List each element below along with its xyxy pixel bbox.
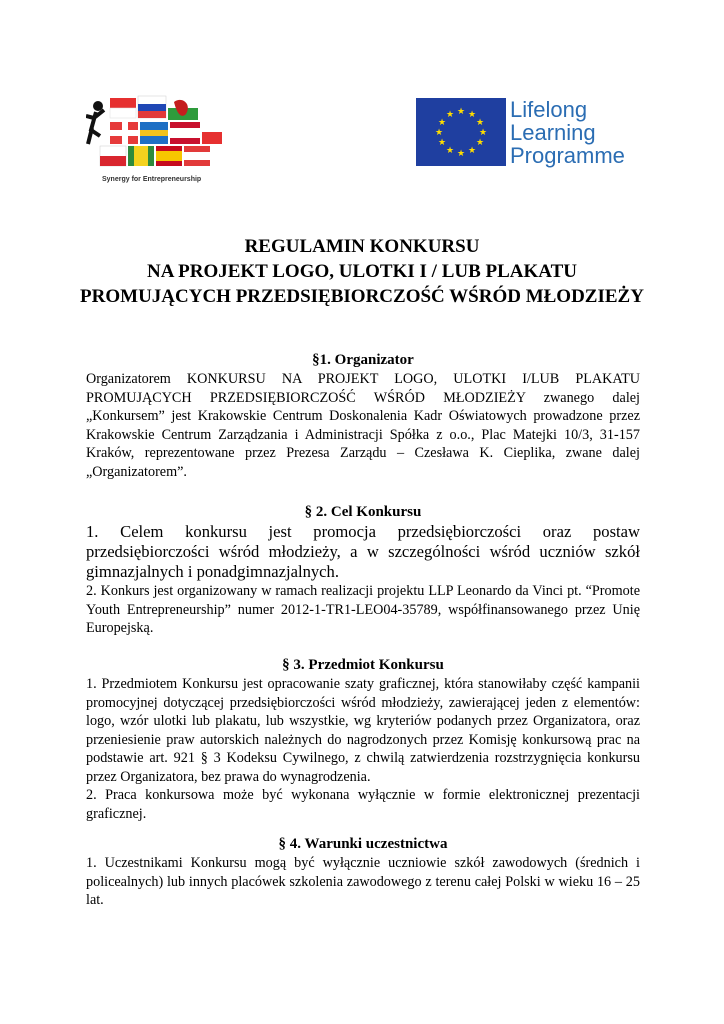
section-text: Organizatorem KONKURSU NA PROJEKT LOGO, ULOTKI I/LUB PLAKATU PROMUJĄCYCH PRZEDSIĘBIORCZOŚĆ WŚRÓD MŁODZIEŻY zwanego dalej „Konkursem” jest Krakowskie Centrum Doskonalenia Kadr Oświatowych prowadzone przez Krakowskie Centrum Zarządzania i Administracji Spółka z o.o., Plac Matejki 10/3, 31-157 Kraków, reprezentowane przez Prezesa Zarządu – Czesława K. Cieplika, zwane dalej „Organizatorem”. xyxy=(86,371,640,480)
llp-line-1: Lifelong xyxy=(510,97,588,122)
svg-text:★: ★ xyxy=(437,138,447,148)
svg-text:★: ★ xyxy=(456,107,466,117)
paragraph-2: 2. Praca konkursowa może być wykonana wyłącznie w formie elektronicznej prezentacji graficznej. xyxy=(86,787,640,822)
title-line-3: PROMUJĄCYCH PRZEDSIĘBIORCZOŚĆ WŚRÓD MŁODZIEŻY xyxy=(80,286,644,307)
svg-text:★: ★ xyxy=(445,146,455,156)
synergy-logo xyxy=(86,92,236,192)
svg-text:★: ★ xyxy=(475,118,485,128)
svg-text:★: ★ xyxy=(478,128,488,138)
paragraph-1: 1. Przedmiotem Konkursu jest opracowanie szaty graficznej, która stanowiłaby część kampanii promocyjnej dotyczącej przedsiębiorczości wśród młodzieży, zawierającej jeden z elementów: logo, wzór ulotki lub plakatu, lub wszystkie, wg kryteriów podanych przez Organizatora, oraz przeniesienie praw autorskich należnych do nagrodzonych przez Komisję konkursową prac na podstawie art. 921 § 3 Kodeksu Cywilnego, z chwilą zatwierdzenia rozstrzygnięcia konkursu przez Organizatora, bez prawa do wynagrodzenia. xyxy=(86,676,640,785)
svg-text:★: ★ xyxy=(475,138,485,148)
llp-wordmark xyxy=(510,98,625,167)
svg-text:★: ★ xyxy=(456,149,466,159)
paragraph-1: 1. Celem konkursu jest promocja przedsiębiorczości oraz postaw przedsiębiorczości wśród młodzieży, a w szczególności wśród uczniów szkół gimnazjalnych i ponadgimnazjalnych. xyxy=(86,522,640,581)
section-heading: § 4. Warunki uczestnictwa xyxy=(278,836,448,852)
svg-text:★: ★ xyxy=(434,128,444,138)
eu-flag-icon xyxy=(416,98,506,166)
section-subject xyxy=(86,655,640,823)
title-line-2: NA PROJEKT LOGO, ULOTKI I / LUB PLAKATU xyxy=(146,261,578,282)
llp-line-3: Programme xyxy=(510,143,625,168)
document-title xyxy=(0,234,724,309)
section-heading: §1. Organizator xyxy=(312,352,414,368)
section-goal xyxy=(86,502,640,638)
logo-caption: Synergy for Entrepreneurship xyxy=(102,176,202,183)
section-heading: § 2. Cel Konkursu xyxy=(304,504,422,520)
section-organizer xyxy=(86,350,640,481)
svg-text:★: ★ xyxy=(445,110,455,120)
section-heading: § 3. Przedmiot Konkursu xyxy=(282,657,444,673)
paragraph-1: 1. Uczestnikami Konkursu mogą być wyłącznie uczniowie szkół zawodowych (średnich i policealnych) lub innych placówek szkolenia zawodowego z terenu całej Polski w wieku 16 – 25 lat. xyxy=(86,855,640,908)
svg-text:★: ★ xyxy=(467,110,477,120)
paragraph-2: 2. Konkurs jest organizowany w ramach realizacji projektu LLP Leonardo da Vinci pt. “Promote Youth Entrepreneurship” numer 2012-1-TR1-LEO04-35789, współfinansowanego przez Unię Europejską. xyxy=(86,583,640,636)
section-conditions xyxy=(86,834,640,910)
lifelong-learning-logo xyxy=(416,98,626,168)
svg-text:★: ★ xyxy=(437,118,447,128)
llp-line-2: Learning xyxy=(510,120,596,145)
svg-text:★: ★ xyxy=(467,146,477,156)
title-line-1: REGULAMIN KONKURSU xyxy=(244,236,480,257)
puzzle-flags-icon xyxy=(86,92,236,176)
